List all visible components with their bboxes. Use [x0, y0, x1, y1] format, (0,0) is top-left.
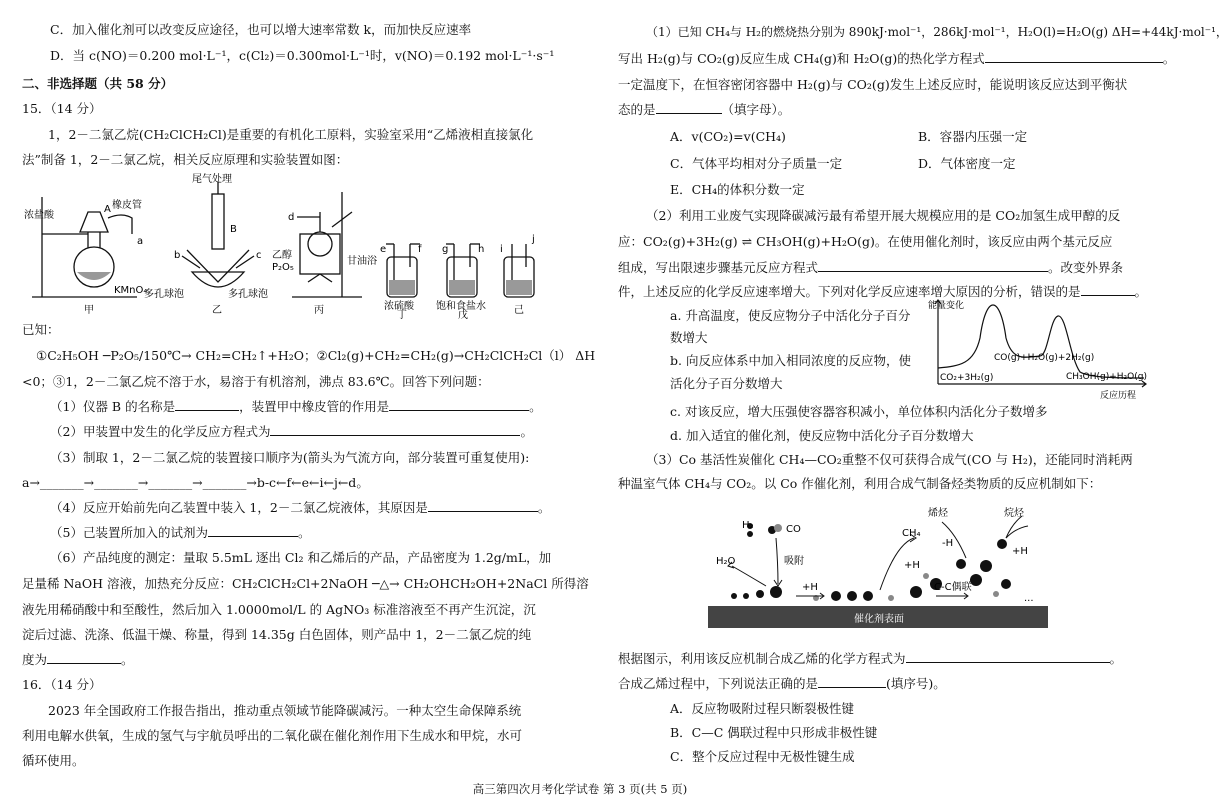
label-nongyan: 浓盐酸: [24, 210, 54, 221]
sub-question-4: （4）反应开始前先向乙装置中装入 1，2－二氯乙烷液体，其原因是 。: [50, 500, 551, 515]
blank[interactable]: [270, 424, 520, 436]
label-yi: 乙: [212, 305, 222, 316]
q16-intro-2: 利用电解水供氧，生成的氢气与宇航员呼出的二氧化碳在催化剂作用下生成水和甲烷，水可: [22, 728, 523, 743]
blank[interactable]: [906, 651, 1110, 663]
label-baohe: 饱和食盐水: [436, 301, 486, 312]
label-b: b: [174, 250, 181, 261]
label-bing: 丙: [314, 305, 324, 316]
mech-plus-h-3: +H: [1012, 546, 1028, 557]
r4-line-2: 合成乙烯过程中，下列说法正确的是 (填序号)。: [618, 676, 946, 691]
label-ding: 丁: [397, 310, 407, 321]
section-heading: 二、非选择题（共 58 分）: [22, 76, 174, 91]
q16-intro-3: 循环使用。: [22, 753, 85, 768]
sub-question-3-sequence: a→_______→_______→_______→_______→b-c←f←e←i←j←d。: [22, 475, 369, 490]
blank[interactable]: [985, 51, 1163, 63]
sub-question-1: （1）仪器 B 的名称是 ，装置甲中橡皮管的作用是 。: [50, 399, 542, 414]
label-ganyou: 甘油浴: [347, 256, 377, 267]
choice-d: d. 加入适宜的催化剂，使反应物中活化分子百分数增大: [670, 428, 974, 443]
option-D: D．气体密度一定: [918, 156, 1016, 171]
option-E: E．CH₄的体积分数一定: [670, 182, 805, 197]
label-kmno4: KMnO₄: [114, 285, 148, 296]
known-line-1: ①C₂H₅OH ─P₂O₅/150℃→ CH₂=CH₂↑+H₂O；②Cl₂(g)+CH₂=CH₂(g)→CH₂ClCH₂Cl（l） ΔH: [36, 348, 596, 363]
option-C: C．气体平均相对分子质量一定: [670, 156, 843, 171]
r2-line-4: 件，上述反应的化学反应速率增大。下列对化学反应速率增大原因的分析，错误的是 。: [618, 284, 1148, 299]
mech-wanting: 烷烃: [1004, 508, 1024, 519]
mech-co: CO: [786, 524, 801, 535]
sub-question-6-line-2: 足量稀 NaOH 溶液，加热充分反应：CH₂ClCH₂Cl+2NaOH ─△→ CH₂OHCH₂OH+2NaCl 所得溶: [22, 576, 589, 591]
known-line-2: <0；③1，2－二氯乙烷不溶于水，易溶于有机溶剂，沸点 83.6℃。回答下列问题：: [22, 374, 490, 389]
label-xiangpi: 橡皮管: [112, 200, 142, 211]
label-g: g: [442, 244, 449, 255]
sub-question-6-line-5: 度为 。: [22, 652, 134, 667]
r3-line-1: （3）Co 基活性炭催化 CH₄—CO₂重整不仅可获得合成气(CO 与 H₂)，还能同时消耗两: [646, 452, 1133, 467]
option-c: C．加入催化剂可以改变反应途径，也可以增大速率常数 k，而加快反应速率: [50, 22, 472, 37]
mech-plus-h-1: +H: [904, 560, 920, 571]
label-p2o5: P₂O₅: [272, 262, 294, 273]
r1-line-2: 写出 H₂(g)与 CO₂(g)反应生成 CH₄(g)和 H₂O(g)的热化学方程式 。: [618, 51, 1176, 66]
sub-question-5: （5）己装置所加入的试剂为 。: [50, 525, 311, 540]
r1-line-4: 态的是 （填字母）。: [618, 102, 791, 117]
energy-ylabel: 能量变化: [928, 301, 965, 311]
jia-flask: [74, 247, 114, 287]
blank[interactable]: [175, 399, 239, 411]
yi-flask: [192, 272, 244, 287]
label-weiqi: 尾气处理: [192, 174, 232, 185]
choice-b-line-2: 活化分子百分数增大: [670, 376, 783, 391]
label-ji: 己: [514, 305, 524, 316]
sub-question-6-line-4: 淀后过滤、洗涤、低温干燥、称量，得到 14.35g 白色固体，则产品中 1，2－二氯乙烷的纯: [22, 627, 532, 642]
mech-xiting: 烯烃: [928, 508, 948, 519]
choice-c: c. 对该反应，增大压强使容器容积减小，单位体积内活化分子数增多: [670, 404, 1048, 419]
label-e: e: [380, 244, 387, 255]
energy-xlabel: 反应历程: [1100, 391, 1137, 401]
mech-cc: C-C偶联: [934, 582, 972, 593]
mechanism-diagram: [706, 504, 1056, 632]
label-A: A: [104, 204, 111, 215]
label-a: a: [137, 236, 144, 247]
energy-curve: [938, 305, 1144, 378]
option-q1: A．反应物吸附过程只断裂极性键: [670, 701, 855, 716]
r3-line-2: 种温室气体 CH₄与 CO₂。以 Co 作催化剂，利用合成气制备烃类物质的反应机制如下：: [618, 476, 1102, 491]
bing-bath: [300, 234, 340, 274]
label-c: c: [256, 250, 262, 261]
mech-xifu: 吸附: [784, 556, 804, 567]
choice-a-line-2: 数增大: [670, 330, 708, 345]
label-nongliusuan: 浓硫酸: [384, 301, 414, 312]
option-A: A．v(CO₂)=v(CH₄): [670, 129, 786, 144]
option-d: D．当 c(NO)＝0.200 mol·L⁻¹，c(Cl₂)＝0.300mol·L⁻¹时，v(NO)＝0.192 mol·L⁻¹·s⁻¹: [50, 48, 555, 63]
jia-funnel: [80, 212, 108, 232]
label-duokong2: 多孔球泡: [228, 289, 268, 300]
blank[interactable]: [389, 399, 529, 411]
choice-a-line-1: a. 升高温度，使反应物分子中活化分子百分: [670, 308, 911, 323]
blank[interactable]: [818, 676, 886, 688]
question-15-heading: 15．（14 分）: [22, 101, 102, 116]
question-16-heading: 16．（14 分）: [22, 677, 102, 692]
mech-h2o: H₂O: [716, 556, 736, 567]
state-1: CO(g)+H₂O(g)+2H₂(g): [994, 353, 1095, 363]
option-q3: C．整个反应过程中无极性键生成: [670, 749, 855, 764]
yi-condenser: [212, 194, 224, 249]
mech-plus-h-2: +H: [802, 582, 818, 593]
mech-ch4: CH₄: [902, 528, 921, 539]
page-footer: 高三第四次月考化学试卷 第 3 页(共 5 页): [472, 782, 688, 796]
label-B: B: [230, 224, 237, 235]
sub-question-3: （3）制取 1，2－二氯乙烷的装置接口顺序为(箭头为气流方向，部分装置可重复使用):: [50, 450, 530, 465]
label-d: d: [288, 212, 295, 223]
r2-line-1: （2）利用工业废气实现降碳减污最有希望开展大规模应用的是 CO₂加氢生成甲醇的反: [646, 208, 1121, 223]
r1-line-1: （1）已知 CH₄与 H₂的燃烧热分别为 890kJ·mol⁻¹，286kJ·mol⁻¹，H₂O(l)=H₂O(g) ΔH=+44kJ·mol⁻¹，: [646, 25, 1228, 39]
surface-label: 催化剂表面: [854, 614, 904, 625]
label-duokong1: 多孔球泡: [144, 289, 184, 300]
mech-dots: ···: [1024, 596, 1034, 607]
blank[interactable]: [428, 500, 538, 512]
sub-question-2: （2）甲装置中发生的化学反应方程式为 。: [50, 424, 533, 439]
r4-line-1: 根据图示，利用该反应机制合成乙烯的化学方程式为 。: [618, 651, 1123, 666]
state-0: CO₂+3H₂(g): [940, 373, 994, 383]
label-f: f: [418, 244, 422, 255]
label-j: j: [532, 234, 535, 245]
r1-line-3: 一定温度下，在恒容密闭容器中 H₂(g)与 CO₂(g)发生上述反应时，能说明该反应达到平衡状: [618, 77, 1128, 92]
choice-b-line-1: b. 向反应体系中加入相同浓度的反应物，使: [670, 353, 911, 368]
label-yichun: 乙醇: [272, 250, 292, 261]
blank[interactable]: [818, 260, 1048, 272]
option-q2: B．C—C 偶联过程中只形成非极性键: [670, 725, 878, 740]
blank[interactable]: [208, 525, 298, 537]
label-jia: 甲: [84, 305, 94, 316]
mech-minus-h: -H: [942, 538, 954, 549]
blank[interactable]: [47, 652, 121, 664]
energy-profile-diagram: [930, 298, 1152, 402]
mech-h2: H₂: [742, 520, 754, 531]
q16-intro-1: 2023 年全国政府工作报告指出，推动重点领域节能降碳减污。一种太空生命保障系统: [48, 703, 522, 718]
label-wu: 戊: [458, 310, 468, 321]
r2-line-3: 组成，写出限速步骤基元反应方程式 。改变外界条: [618, 260, 1124, 275]
sub-question-6-line-1: （6）产品纯度的测定：量取 5.5mL 逐出 Cl₂ 和乙烯后的产品，产品密度为 1.2g/mL，加: [50, 550, 552, 565]
known-label: 已知：: [22, 322, 60, 337]
blank[interactable]: [656, 102, 722, 114]
option-B: B．容器内压强一定: [918, 129, 1028, 144]
apparatus-figure: [22, 172, 552, 321]
q15-intro-2: 法”制备 1，2－二氯乙烷，相关反应原理和实验装置如图：: [22, 152, 349, 167]
label-h: h: [478, 244, 485, 255]
label-i: i: [500, 244, 503, 255]
state-2: CH₃OH(g)+H₂O(g): [1066, 372, 1147, 382]
sub-question-6-line-3: 液先用稀硝酸中和至酸性，然后加入 1.0000mol/L 的 AgNO₃ 标准溶液至不再产生沉淀，沉: [22, 602, 536, 617]
blank[interactable]: [1081, 284, 1135, 296]
r2-line-2: 应：CO₂(g)+3H₂(g) ⇌ CH₃OH(g)+H₂O(g)。在使用催化剂时，该反应由两个基元反应: [618, 234, 1113, 249]
q15-intro-1: 1，2－二氯乙烷(CH₂ClCH₂Cl)是重要的有机化工原料，实验室采用“乙烯液相直接氯化: [48, 127, 534, 142]
